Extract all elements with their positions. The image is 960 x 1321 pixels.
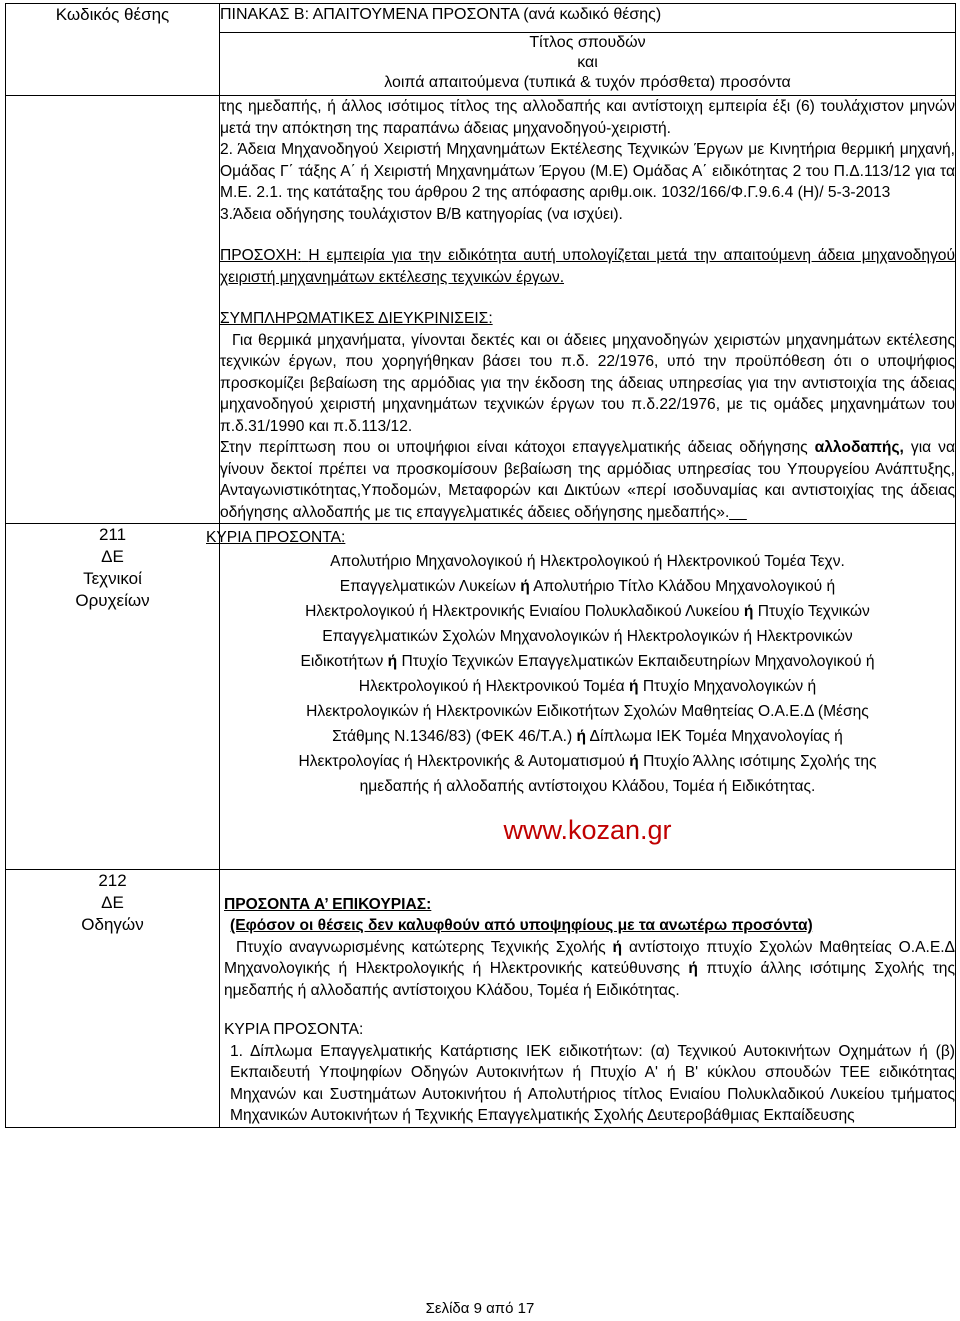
main-qualifications-title: ΚΥΡΙΑ ΠΡΟΣΟΝΤΑ: bbox=[206, 529, 346, 546]
code-cell-211: 211 ΔΕ Τεχνικοί Ορυχείων bbox=[6, 524, 220, 870]
requirements-table bbox=[5, 3, 956, 1128]
main-qualifications-title-212: ΚΥΡΙΑ ΠΡΟΣΟΝΤΑ: bbox=[224, 1021, 364, 1038]
page-number: Σελίδα 9 από 17 bbox=[425, 1300, 535, 1317]
auxiliary-qualifications-title: ΠΡΟΣΟΝΤΑ Α’ ΕΠΙΚΟΥΡΙΑΣ: bbox=[224, 895, 432, 913]
code-cell-continued bbox=[6, 96, 220, 524]
qualifications-212: ΠΡΟΣΟΝΤΑ Α’ ΕΠΙΚΟΥΡΙΑΣ: (Εφόσον οι θέσεις δεν καλυφθούν από υποψηφίους με τα ανωτέρω προσόντα) Πτυχίο αναγνωρισμένης κατώτερης Τεχνικής Σχολής ή αντίστοιχο πτυχίο Σχολών Μαθητείας Ο.Α.Ε.Δ Μηχανολογικής ή Ηλεκτρολογικής ή Ηλεκτρονικής κατεύθυνσης ή πτυχίο άλλης ισότιμης Σχολής της ημεδαπής ή αλλοδαπής αντίστοιχου Κλάδου, Τομέα ή Ειδικότητας. ΚΥΡΙΑ ΠΡΟΣΟΝΤΑ: 1. Δίπλωμα Επαγγελματικής Κατάρτισης ΙΕΚ ειδικοτήτων: (α) Τεχνικού Αυτοκινήτων Οχημάτων ή (β) Εκπαιδευτή Υποψηφίων Οδηγών Αυτοκινήτων ή Πτυχίο Α' ή Β' κύκλου σπουδών ΤΕΕ ειδικότητας Μηχανών και Συστημάτων Αυτοκινήτου ή Απολυτήριος τίτλος Ενιαίου Πολυκλαδικού Λυκείου τμήματος Μηχανικών Αυτοκινήτων ή Τεχνικής Επαγγελματικής Σχολής Δευτεροβάθμιας Εκπαίδευσης bbox=[220, 869, 956, 1127]
code-cell-212: 212 ΔΕ Οδηγών bbox=[6, 869, 220, 1127]
table-title: ΠΙΝΑΚΑΣ Β: ΑΠΑΙΤΟΥΜΕΝΑ ΠΡΟΣΟΝΤΑ (ανά κωδικό θέσης) bbox=[220, 4, 956, 33]
continued-qualifications: της ημεδαπής, ή άλλος ισότιμος τίτλος της αλλοδαπής και αντίστοιχη εμπειρία έξι (6) τουλάχιστον μηνών μετά την απόκτηση της παραπάνω άδειας μηχανοδηγού-χειριστή. 2. Άδεια Μηχανοδηγού Χειριστή Μηχανημάτων Εκτέλεσης Τεχνικών Έργων με Κινητήρια θερμική μηχανή, Ομάδας Γ΄ τάξης Α΄ ή Χειριστή Μηχανημάτων Έργου (Μ.Ε) Ομάδας Α΄ ειδικότητας 2 του Π.Δ.113/12 για τα Μ.Ε. 2.1. της κατάταξης του άρθρου 2 της απόφασης αριθμ.οικ. 1032/166/Φ.Γ.9.6.4 (Η)/ 5-3-2013 3.Άδεια οδήγησης τουλάχιστον Β/Β κατηγορίας (να ισχύει). ΠΡΟΣΟΧΗ: Η εμπειρία για την ειδικότητα αυτή υπολογίζεται μετά την απαιτούμενη άδεια μηχανοδηγού χειριστή μηχανημάτων εκτέλεσης τεχνικών έργων. ΣΥΜΠΛΗΡΩΜΑΤΙΚΕΣ ΔΙΕΥΚΡΙΝΙΣΕΙΣ: Για θερμικά μηχανήματα, γίνονται δεκτές και οι άδειες μηχανοδηγών χειριστών μηχανημάτων εκτέλεσης τεχνικών έργων, που χορηγήθηκαν βάσει του π.δ. 22/1976, υπό την προϋπόθεση ότι ο υποψήφιος προσκομίζει βεβαίωση της αρμόδιας για την έκδοση της άδειας υπηρεσίας για την αντιστοιχία της άδειας μηχανοδηγού χειριστή μηχανημάτων τεχνικών έργων του π.δ.22/1976, με τις ομάδες μηχανημάτων του π.δ.31/1990 και π.δ.113/12. Στην περίπτωση που οι υποψήφιοι είναι κάτοχοι επαγγελματικής άδειας οδήγησης αλλοδαπής, για να γίνουν δεκτοί πρέπει να προσκομίσουν βεβαίωση της αρμόδιας υπηρεσίας του Υπουργείου Ανάπτυξης, Ανταγωνιστικότητας,Υποδομών, Μεταφορών και Δικτύων «περί ισοδυναμίας και αντιστοιχίας της άδειας οδήγησης αλλοδαπής με τις επαγγελματικές άδειες οδήγησης ημεδαπής».__ bbox=[220, 96, 956, 524]
watermark-link: www.kozan.gr bbox=[503, 814, 672, 845]
code-column-header: Κωδικός θέσης bbox=[6, 4, 220, 96]
attention-note: ΠΡΟΣΟΧΗ: Η εμπειρία για την ειδικότητα αυτή υπολογίζεται μετά την απαιτούμενη άδεια μηχανοδηγού χειριστή μηχανημάτων εκτέλεσης τεχνικών έργων. bbox=[220, 247, 955, 286]
supplementary-title: ΣΥΜΠΛΗΡΩΜΑΤΙΚΕΣ ΔΙΕΥΚΡΙΝΙΣΕΙΣ: bbox=[220, 310, 493, 327]
main-qualifications-list: Απολυτήριο Μηχανολογικού ή Ηλεκτρολογικού ή Ηλεκτρονικού Τομέα Τεχν. Επαγγελματικών Λυκείων ή Απολυτήριο Τίτλο Κλάδου Μηχανολογικού ή Ηλεκτρολογικού ή Ηλεκτρονικής Ενιαίου Πολυκλαδικού Λυκείου ή Πτυχίο Τεχνικών Επαγγελματικών Σχολών Μηχανολογικών ή Ηλεκτρολογικών ή Ηλεκτρονικών Ειδικοτήτων ή Πτυχίο Τεχνικών Επαγγελματικών Εκπαιδευτηρίων Μηχανολογικού ή Ηλεκτρολογικού ή Ηλεκτρονικού Τομέα ή Πτυχίο Μηχανολογικών ή Ηλεκτρολογικών ή Ηλεκτρονικών Ειδικοτήτων Σχολών Μαθητείας Ο.Α.Ε.Δ (Μέσης Στάθμης Ν.1346/83) (ΦΕΚ 46/Τ.Α.) ή Δίπλωμα ΙΕΚ Τομέα Μηχανολογίας ή Ηλεκτρολογίας ή Ηλεκτρονικής & Αυτοματισμού ή Πτυχίο Άλλης ισότιμης Σχολής της ημεδαπής ή αλλοδαπής αντίστοιχου Κλάδου, Τομέα ή Ειδικότητας. bbox=[298, 552, 877, 795]
qualifications-211 bbox=[206, 524, 956, 870]
qualifications-column-header: Τίτλος σπουδών και λοιπά απαιτούμενα (τυπικά & τυχόν πρόσθετα) προσόντα bbox=[220, 33, 956, 96]
